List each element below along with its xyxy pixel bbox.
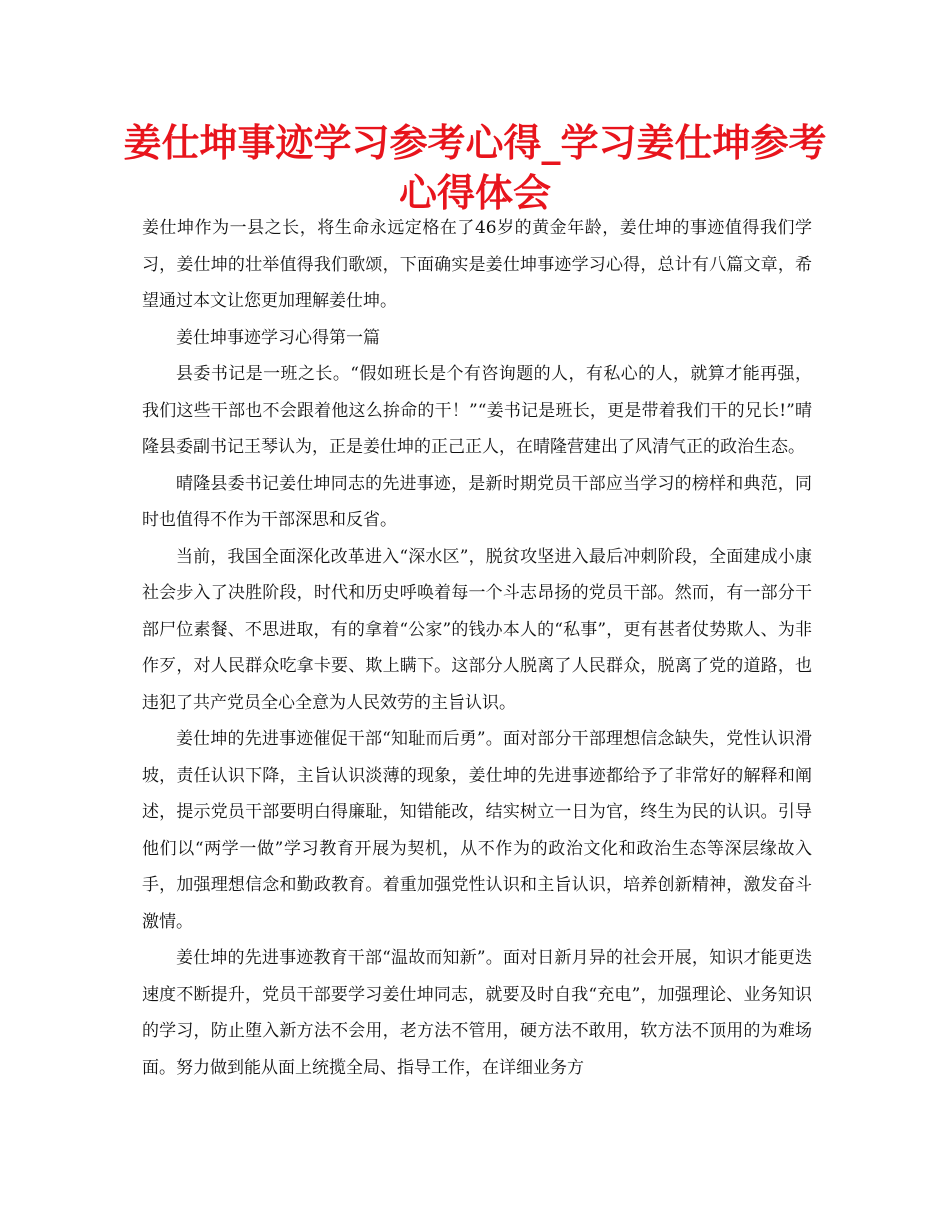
body-paragraph: 姜仕坤的先进事迹催促干部“知耻而后勇”。面对部分干部理想信念缺失，党性认识滑坡，责任认识下降，主旨认识淡薄的现象，姜仕坤的先进事迹都给予了非常好的解释和阐述，提示党员干部要明白得廉耻，知错能改，结实树立一日为官，终生为民的认识。引导他们以“两学一做”学习教育开展为契机，从不作为的政治文化和政治生态等深层缘故入手，加强理想信念和勤政教育。着重加强党性认识和主旨认识，培养创新精神，激发奋斗激情。 bbox=[142, 729, 812, 932]
body-paragraph: 县委书记是一班之长。“假如班长是个有咨询题的人，有私心的人，就算才能再强，我们这些干部也不会跟着他这么拚命的干！”“姜书记是班长，更是带着我们干的兄长!”晴隆县委副书记王琴认为，正是姜仕坤的正己正人，在晴隆营建出了风清气正的政治生态。 bbox=[142, 364, 812, 457]
document-title: 姜仕坤事迹学习参考心得_学习姜仕坤参考心得体会 bbox=[123, 121, 827, 215]
document-body bbox=[142, 210, 812, 1086]
section-heading: 姜仕坤事迹学习心得第一篇 bbox=[176, 327, 380, 348]
body-paragraph: 晴隆县委书记姜仕坤同志的先进事迹，是新时期党员干部应当学习的榜样和典范，同时也值得不作为干部深思和反省。 bbox=[142, 473, 812, 530]
body-paragraph: 姜仕坤的先进事迹教育干部“温故而知新”。面对日新月异的社会开展，知识才能更迭速度不断提升，党员干部要学习姜仕坤同志，就要及时自我“充电”，加强理论、业务知识的学习，防止堕入新方法不会用，老方法不管用，硬方法不敢用，软方法不顶用的为难场面。努力做到能从面上统揽全局、指导工作，在详细业务方 bbox=[142, 948, 812, 1078]
intro-paragraph: 姜仕坤作为一县之长，将生命永远定格在了46岁的黄金年龄，姜仕坤的事迹值得我们学习，姜仕坤的壮举值得我们歌颂，下面确实是姜仕坤事迹学习心得，总计有八篇文章，希望通过本文让您更加理解姜仕坤。 bbox=[142, 218, 812, 311]
body-paragraph: 当前，我国全面深化改革进入“深水区”，脱贫攻坚进入最后冲刺阶段，全面建成小康社会步入了决胜阶段，时代和历史呼唤着每一个斗志昂扬的党员干部。然而，有一部分干部尸位素餐、不思进取，有的拿着“公家”的钱办本人的“私事”，更有甚者仗势欺人、为非作歹，对人民群众吃拿卡要、欺上瞒下。这部分人脱离了人民群众，脱离了党的道路，也违犯了共产党员全心全意为人民效劳的主旨认识。 bbox=[142, 546, 812, 713]
